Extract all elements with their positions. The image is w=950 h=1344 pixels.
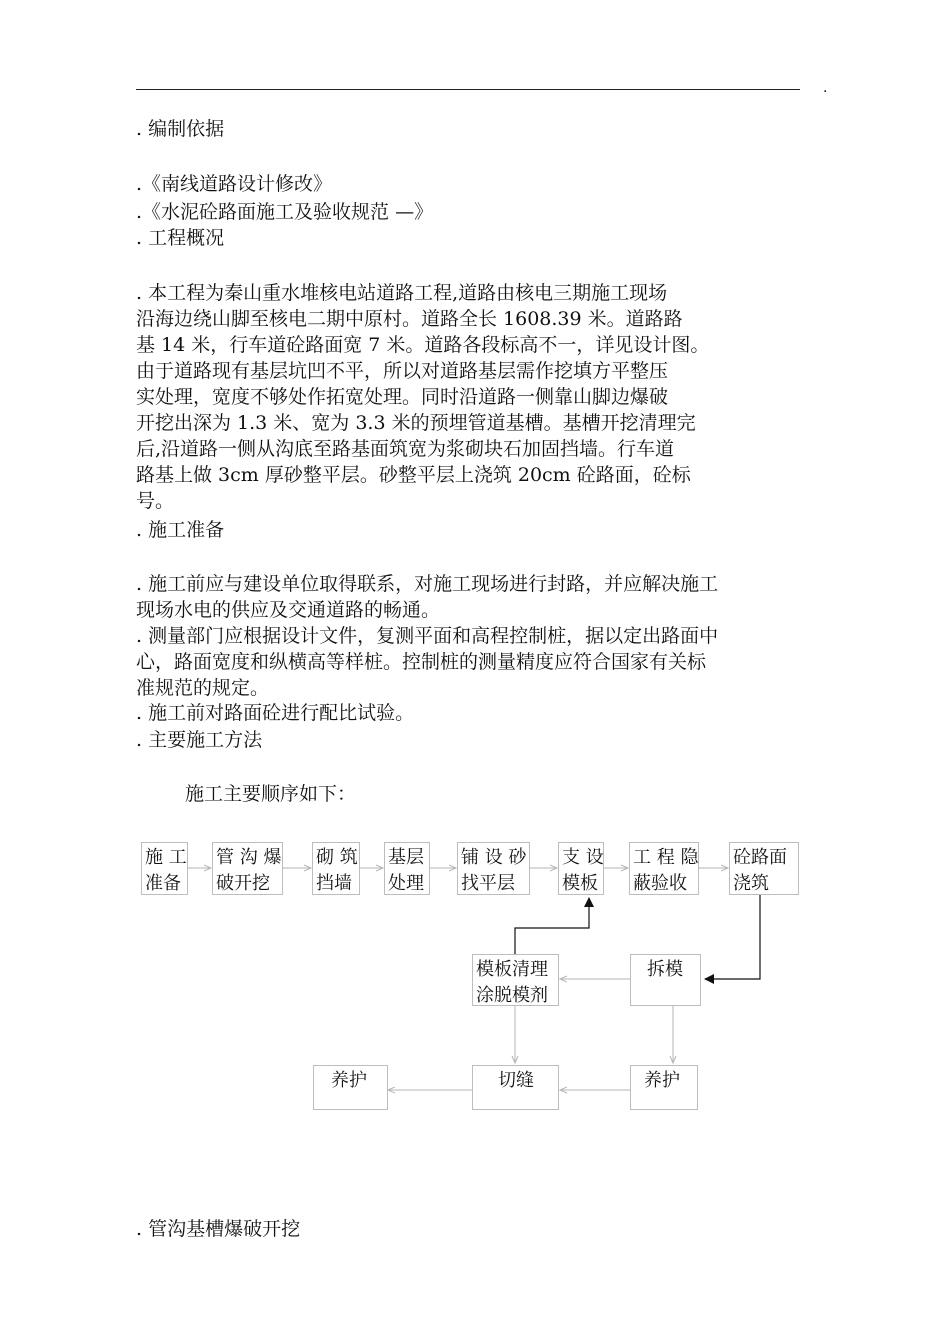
prep-line: 准规范的规定。 — [136, 677, 270, 699]
section-title-overview: . 工程概况 — [136, 227, 225, 249]
overview-line: 实处理，宽度不够处作拓宽处理。同时沿道路一侧靠山脚边爆破 — [136, 386, 669, 408]
section-title-trench-blasting: . 管沟基槽爆破开挖 — [136, 1218, 301, 1240]
flow-box-form-stripping: 拆模 — [630, 954, 701, 1006]
reference-2: .《水泥砼路面施工及验收规范 —》 — [136, 201, 434, 223]
section-title-basis: . 编制依据 — [136, 118, 225, 140]
reference-1: .《南线道路设计修改》 — [136, 173, 333, 195]
section-title-preparation: . 施工准备 — [136, 519, 225, 541]
flow-box-joint-cutting: 切缝 — [472, 1065, 559, 1110]
overview-line: 后,沿道路一侧从沟底至路基面筑宽为浆砌块石加固挡墙。行车道 — [136, 438, 675, 460]
overview-line: . 本工程为秦山重水堆核电站道路工程,道路由核电三期施工现场 — [136, 282, 668, 304]
prep-item-3: . 施工前对路面砼进行配比试验。 — [136, 702, 415, 724]
prep-line: . 施工前应与建设单位取得联系，对施工现场进行封路，并应解决施工 — [136, 573, 719, 595]
flow-box-trench-blasting: 管 沟 爆 破开挖 — [212, 842, 283, 895]
overview-line: 号。 — [136, 490, 175, 512]
overview-line: 路基上做 3cm 厚砂整平层。砂整平层上浇筑 20cm 砼路面，砼标 — [136, 464, 691, 486]
prep-line: 心，路面宽度和纵横高等样桩。控制桩的测量精度应符合国家有关标 — [136, 651, 707, 673]
flow-box-curing-right: 养护 — [630, 1065, 698, 1110]
flow-box-formwork: 支 设 模板 — [558, 842, 604, 895]
overview-line: 由于道路现有基层坑凹不平，所以对道路基层需作挖填方平整压 — [136, 360, 669, 382]
prep-line: . 测量部门应根据设计文件，复测平面和高程控制桩，据以定出路面中 — [136, 625, 719, 647]
section-title-methods: . 主要施工方法 — [136, 729, 263, 751]
overview-line: 开挖出深为 1.3 米、宽为 3.3 米的预埋管道基槽。基槽开挖清理完 — [136, 412, 696, 434]
overview-line: 基 14 米，行车道砼路面宽 7 米。道路各段标高不一，详见设计图。 — [136, 334, 710, 356]
header-dot: . — [823, 80, 828, 96]
prep-line: 现场水电的供应及交通道路的畅通。 — [136, 599, 441, 621]
flow-box-retaining-wall: 砌 筑 挡墙 — [312, 842, 360, 895]
flow-box-construction-prep: 施 工 准备 — [141, 842, 188, 895]
flow-box-curing-left: 养护 — [313, 1065, 388, 1110]
sequence-intro: 施工主要顺序如下： — [185, 783, 357, 805]
arrow-pour-to-strip — [705, 893, 760, 979]
flow-box-concrete-pouring: 砼路面 浇筑 — [729, 842, 799, 895]
flow-box-base-treatment: 基层 处理 — [384, 842, 430, 895]
flow-box-sand-leveling: 铺 设 砂 找平层 — [457, 842, 530, 895]
flow-box-form-cleaning: 模板清理 涂脱模剂 — [472, 954, 559, 1006]
flow-box-concealed-inspection: 工 程 隐 蔽验收 — [629, 842, 699, 895]
arrow-clean-to-form — [515, 898, 589, 954]
overview-line: 沿海边绕山脚至核电二期中原村。道路全长 1608.39 米。道路路 — [136, 308, 683, 330]
